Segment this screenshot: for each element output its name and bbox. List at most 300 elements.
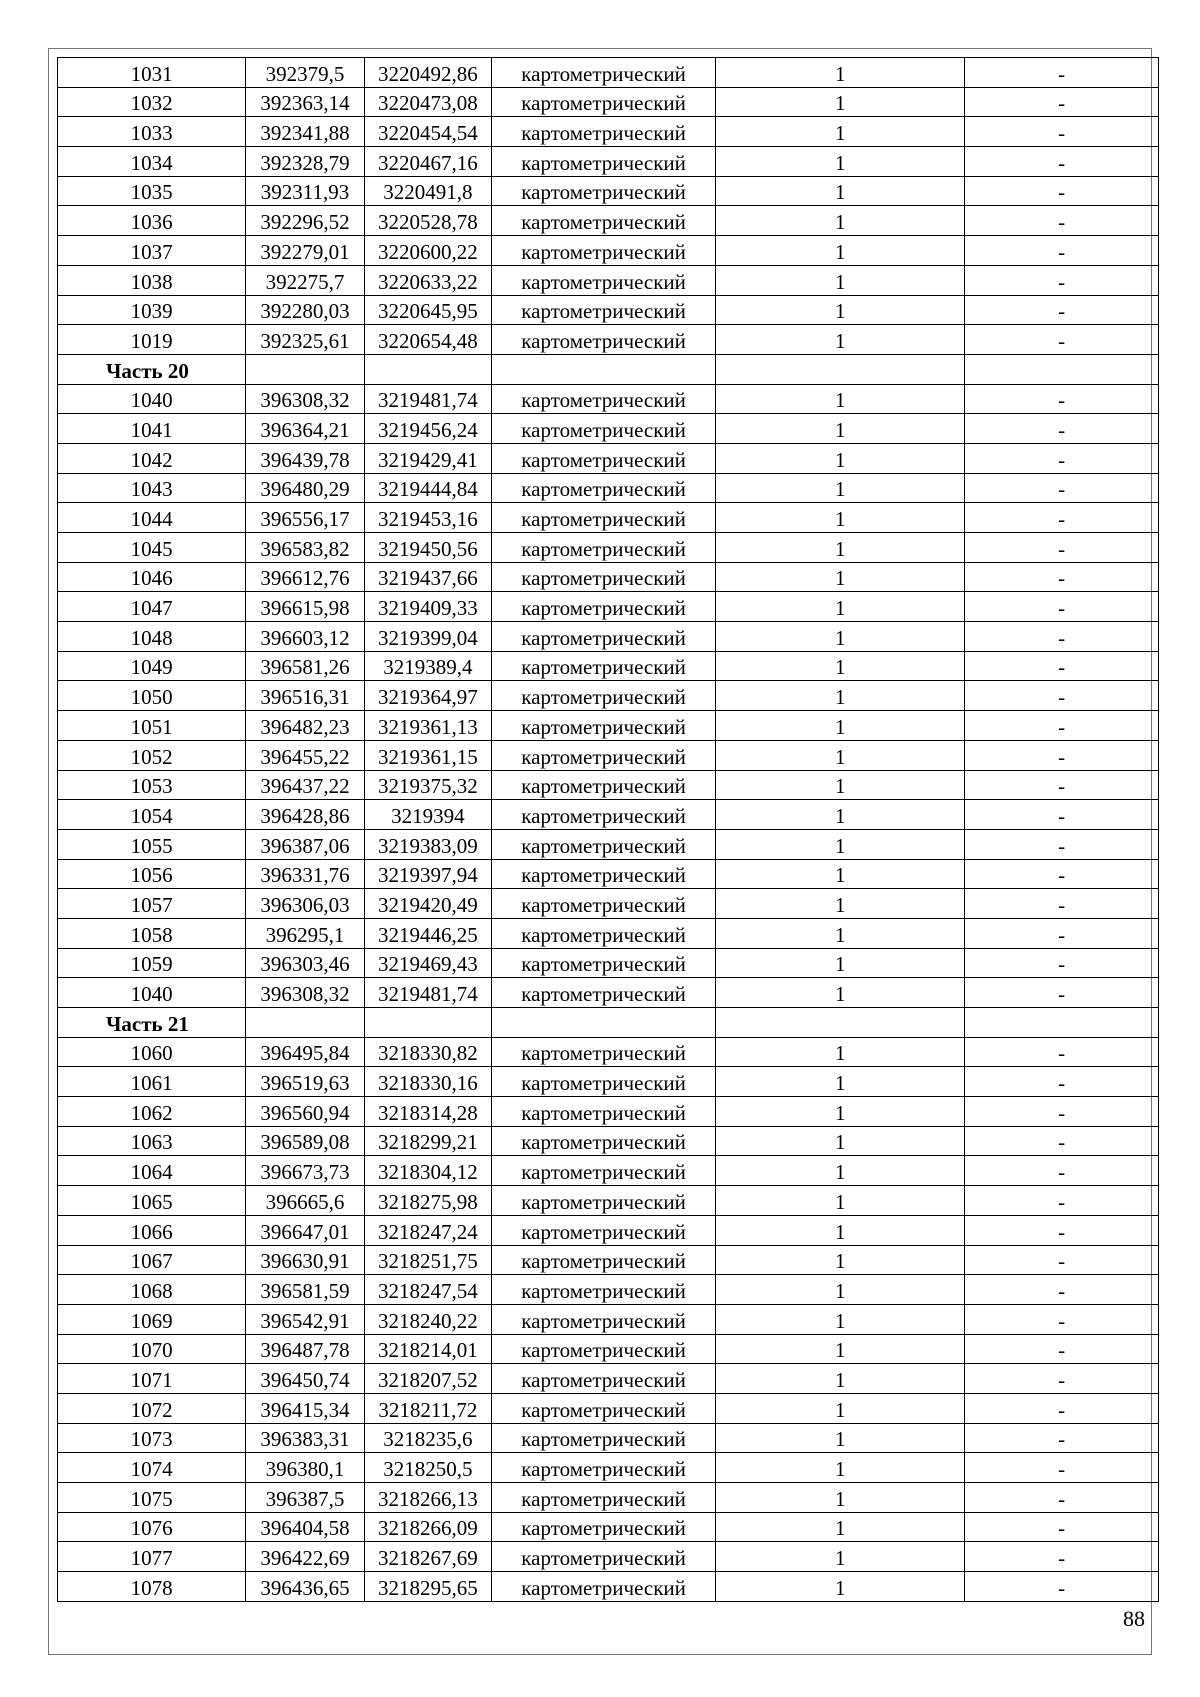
- coord-y: 3219420,49: [364, 889, 491, 919]
- accuracy-cell: 1: [716, 443, 965, 473]
- empty-cell: [364, 354, 491, 384]
- section-label: Часть 20: [58, 354, 246, 384]
- accuracy-cell: 1: [716, 533, 965, 563]
- point-number: 1061: [58, 1067, 246, 1097]
- table-row: [58, 295, 1159, 325]
- method-cell: картометрический: [492, 265, 716, 295]
- accuracy-cell: 1: [716, 1304, 965, 1334]
- accuracy-cell: 1: [716, 978, 965, 1008]
- coord-y: 3219409,33: [364, 592, 491, 622]
- note-cell: -: [965, 206, 1159, 236]
- coord-y: 3220473,08: [364, 87, 491, 117]
- coord-y: 3218267,69: [364, 1542, 491, 1572]
- table-row: [58, 592, 1159, 622]
- table-row: [58, 414, 1159, 444]
- coord-x: 396436,65: [246, 1572, 365, 1602]
- coord-x: 396612,76: [246, 562, 365, 592]
- coordinates-table-body: [58, 58, 1159, 1602]
- note-cell: -: [965, 918, 1159, 948]
- note-cell: -: [965, 562, 1159, 592]
- method-cell: картометрический: [492, 503, 716, 533]
- table-row: [58, 473, 1159, 503]
- point-number: 1048: [58, 622, 246, 652]
- coord-x: 396556,17: [246, 503, 365, 533]
- note-cell: -: [965, 1037, 1159, 1067]
- point-number: 1073: [58, 1423, 246, 1453]
- method-cell: картометрический: [492, 1512, 716, 1542]
- coord-x: 396380,1: [246, 1453, 365, 1483]
- note-cell: -: [965, 1215, 1159, 1245]
- coord-y: 3219361,15: [364, 740, 491, 770]
- coord-y: 3220492,86: [364, 58, 491, 88]
- method-cell: картометрический: [492, 1334, 716, 1364]
- coord-y: 3219481,74: [364, 384, 491, 414]
- table-row: [58, 1067, 1159, 1097]
- note-cell: -: [965, 859, 1159, 889]
- table-row: [58, 978, 1159, 1008]
- coord-y: 3219364,97: [364, 681, 491, 711]
- coord-y: 3218266,13: [364, 1483, 491, 1513]
- point-number: 1037: [58, 236, 246, 266]
- table-row: [58, 1245, 1159, 1275]
- table-row: [58, 859, 1159, 889]
- coord-y: 3218314,28: [364, 1097, 491, 1127]
- accuracy-cell: 1: [716, 681, 965, 711]
- method-cell: картометрический: [492, 295, 716, 325]
- table-row: [58, 384, 1159, 414]
- note-cell: -: [965, 800, 1159, 830]
- point-number: 1067: [58, 1245, 246, 1275]
- accuracy-cell: 1: [716, 622, 965, 652]
- note-cell: -: [965, 740, 1159, 770]
- accuracy-cell: 1: [716, 176, 965, 206]
- coord-x: 396428,86: [246, 800, 365, 830]
- method-cell: картометрический: [492, 1186, 716, 1216]
- note-cell: -: [965, 1186, 1159, 1216]
- method-cell: картометрический: [492, 592, 716, 622]
- note-cell: -: [965, 58, 1159, 88]
- note-cell: -: [965, 147, 1159, 177]
- table-row: [58, 889, 1159, 919]
- table-row: [58, 1512, 1159, 1542]
- accuracy-cell: 1: [716, 1453, 965, 1483]
- note-cell: -: [965, 117, 1159, 147]
- method-cell: картометрический: [492, 918, 716, 948]
- coord-x: 396647,01: [246, 1215, 365, 1245]
- accuracy-cell: 1: [716, 236, 965, 266]
- empty-cell: [965, 354, 1159, 384]
- note-cell: -: [965, 1097, 1159, 1127]
- coord-y: 3219397,94: [364, 859, 491, 889]
- point-number: 1071: [58, 1364, 246, 1394]
- table-row: [58, 562, 1159, 592]
- coord-y: 3220491,8: [364, 176, 491, 206]
- accuracy-cell: 1: [716, 384, 965, 414]
- method-cell: картометрический: [492, 1393, 716, 1423]
- point-number: 1046: [58, 562, 246, 592]
- coord-x: 396437,22: [246, 770, 365, 800]
- point-number: 1057: [58, 889, 246, 919]
- point-number: 1040: [58, 384, 246, 414]
- method-cell: картометрический: [492, 1245, 716, 1275]
- note-cell: -: [965, 1334, 1159, 1364]
- method-cell: картометрический: [492, 859, 716, 889]
- empty-cell: [364, 1008, 491, 1038]
- table-row: [58, 206, 1159, 236]
- method-cell: картометрический: [492, 740, 716, 770]
- accuracy-cell: 1: [716, 1275, 965, 1305]
- table-row: [58, 87, 1159, 117]
- method-cell: картометрический: [492, 1423, 716, 1453]
- accuracy-cell: 1: [716, 58, 965, 88]
- coord-x: 396450,74: [246, 1364, 365, 1394]
- coord-y: 3218235,6: [364, 1423, 491, 1453]
- accuracy-cell: 1: [716, 295, 965, 325]
- note-cell: -: [965, 1067, 1159, 1097]
- coord-y: 3218250,5: [364, 1453, 491, 1483]
- coord-x: 396422,69: [246, 1542, 365, 1572]
- coord-x: 396387,5: [246, 1483, 365, 1513]
- coord-x: 396364,21: [246, 414, 365, 444]
- accuracy-cell: 1: [716, 117, 965, 147]
- accuracy-cell: 1: [716, 800, 965, 830]
- method-cell: картометрический: [492, 533, 716, 563]
- point-number: 1033: [58, 117, 246, 147]
- accuracy-cell: 1: [716, 325, 965, 355]
- accuracy-cell: 1: [716, 592, 965, 622]
- method-cell: картометрический: [492, 443, 716, 473]
- empty-cell: [716, 354, 965, 384]
- table-row: [58, 1275, 1159, 1305]
- point-number: 1032: [58, 87, 246, 117]
- coord-y: 3218295,65: [364, 1572, 491, 1602]
- method-cell: картометрический: [492, 384, 716, 414]
- coord-x: 396383,31: [246, 1423, 365, 1453]
- table-row: [58, 1304, 1159, 1334]
- point-number: 1068: [58, 1275, 246, 1305]
- accuracy-cell: 1: [716, 473, 965, 503]
- coord-y: 3218214,01: [364, 1334, 491, 1364]
- empty-cell: [246, 1008, 365, 1038]
- coord-y: 3218275,98: [364, 1186, 491, 1216]
- method-cell: картометрический: [492, 1156, 716, 1186]
- table-row: [58, 918, 1159, 948]
- note-cell: -: [965, 1275, 1159, 1305]
- coord-y: 3219389,4: [364, 651, 491, 681]
- coord-y: 3219429,41: [364, 443, 491, 473]
- coord-x: 396630,91: [246, 1245, 365, 1275]
- coord-x: 396295,1: [246, 918, 365, 948]
- coord-y: 3220645,95: [364, 295, 491, 325]
- table-row: [58, 1542, 1159, 1572]
- point-number: 1062: [58, 1097, 246, 1127]
- coord-y: 3219444,84: [364, 473, 491, 503]
- table-row: [58, 1364, 1159, 1394]
- coord-y: 3218266,09: [364, 1512, 491, 1542]
- method-cell: картометрический: [492, 1126, 716, 1156]
- method-cell: картометрический: [492, 681, 716, 711]
- coord-y: 3219375,32: [364, 770, 491, 800]
- accuracy-cell: 1: [716, 948, 965, 978]
- point-number: 1031: [58, 58, 246, 88]
- coord-y: 3218247,24: [364, 1215, 491, 1245]
- accuracy-cell: 1: [716, 1572, 965, 1602]
- table-row: [58, 948, 1159, 978]
- method-cell: картометрический: [492, 117, 716, 147]
- table-row: [58, 236, 1159, 266]
- coord-x: 392363,14: [246, 87, 365, 117]
- note-cell: -: [965, 978, 1159, 1008]
- accuracy-cell: 1: [716, 206, 965, 236]
- note-cell: -: [965, 384, 1159, 414]
- coord-y: 3219383,09: [364, 829, 491, 859]
- table-row: [58, 176, 1159, 206]
- method-cell: картометрический: [492, 948, 716, 978]
- accuracy-cell: 1: [716, 1067, 965, 1097]
- point-number: 1044: [58, 503, 246, 533]
- table-row: [58, 800, 1159, 830]
- note-cell: -: [965, 443, 1159, 473]
- table-row: [58, 1423, 1159, 1453]
- accuracy-cell: 1: [716, 562, 965, 592]
- coord-y: 3219481,74: [364, 978, 491, 1008]
- coord-x: 396404,58: [246, 1512, 365, 1542]
- method-cell: картометрический: [492, 1483, 716, 1513]
- accuracy-cell: 1: [716, 711, 965, 741]
- accuracy-cell: 1: [716, 1245, 965, 1275]
- coord-x: 396673,73: [246, 1156, 365, 1186]
- table-row: [58, 622, 1159, 652]
- point-number: 1054: [58, 800, 246, 830]
- coord-x: 392379,5: [246, 58, 365, 88]
- note-cell: -: [965, 473, 1159, 503]
- table-row: [58, 1393, 1159, 1423]
- coord-x: 396482,23: [246, 711, 365, 741]
- section-label: Часть 21: [58, 1008, 246, 1038]
- point-number: 1056: [58, 859, 246, 889]
- coord-y: 3219394: [364, 800, 491, 830]
- table-row: [58, 1572, 1159, 1602]
- table-row: [58, 443, 1159, 473]
- note-cell: -: [965, 176, 1159, 206]
- accuracy-cell: 1: [716, 265, 965, 295]
- point-number: 1034: [58, 147, 246, 177]
- accuracy-cell: 1: [716, 1512, 965, 1542]
- method-cell: картометрический: [492, 978, 716, 1008]
- coord-y: 3219450,56: [364, 533, 491, 563]
- coord-x: 396487,78: [246, 1334, 365, 1364]
- table-row: [58, 58, 1159, 88]
- coord-y: 3220633,22: [364, 265, 491, 295]
- note-cell: -: [965, 622, 1159, 652]
- point-number: 1041: [58, 414, 246, 444]
- point-number: 1035: [58, 176, 246, 206]
- coord-x: 396306,03: [246, 889, 365, 919]
- coord-x: 396495,84: [246, 1037, 365, 1067]
- coord-x: 392279,01: [246, 236, 365, 266]
- coord-y: 3218304,12: [364, 1156, 491, 1186]
- table-row: [58, 740, 1159, 770]
- method-cell: картометрический: [492, 473, 716, 503]
- coord-x: 396615,98: [246, 592, 365, 622]
- note-cell: -: [965, 1156, 1159, 1186]
- method-cell: картометрический: [492, 206, 716, 236]
- method-cell: картометрический: [492, 147, 716, 177]
- point-number: 1075: [58, 1483, 246, 1513]
- point-number: 1043: [58, 473, 246, 503]
- table-row: [58, 1453, 1159, 1483]
- note-cell: -: [965, 1245, 1159, 1275]
- point-number: 1040: [58, 978, 246, 1008]
- point-number: 1072: [58, 1393, 246, 1423]
- method-cell: картометрический: [492, 1453, 716, 1483]
- method-cell: картометрический: [492, 1037, 716, 1067]
- coord-x: 396455,22: [246, 740, 365, 770]
- method-cell: картометрический: [492, 711, 716, 741]
- point-number: 1047: [58, 592, 246, 622]
- table-row: [58, 117, 1159, 147]
- coord-x: 396516,31: [246, 681, 365, 711]
- coord-y: 3219456,24: [364, 414, 491, 444]
- point-number: 1050: [58, 681, 246, 711]
- empty-cell: [965, 1008, 1159, 1038]
- coord-y: 3219469,43: [364, 948, 491, 978]
- point-number: 1059: [58, 948, 246, 978]
- method-cell: картометрический: [492, 236, 716, 266]
- coord-y: 3219446,25: [364, 918, 491, 948]
- coord-x: 392328,79: [246, 147, 365, 177]
- accuracy-cell: 1: [716, 1423, 965, 1453]
- point-number: 1076: [58, 1512, 246, 1542]
- empty-cell: [246, 354, 365, 384]
- coordinates-table: [57, 57, 1159, 1602]
- point-number: 1064: [58, 1156, 246, 1186]
- coord-y: 3218330,82: [364, 1037, 491, 1067]
- note-cell: -: [965, 948, 1159, 978]
- accuracy-cell: 1: [716, 1215, 965, 1245]
- coord-y: 3218211,72: [364, 1393, 491, 1423]
- coord-x: 396303,46: [246, 948, 365, 978]
- note-cell: -: [965, 265, 1159, 295]
- coord-y: 3218247,54: [364, 1275, 491, 1305]
- coord-x: 396331,76: [246, 859, 365, 889]
- note-cell: -: [965, 87, 1159, 117]
- note-cell: -: [965, 770, 1159, 800]
- section-row: [58, 1008, 1159, 1038]
- note-cell: -: [965, 1304, 1159, 1334]
- note-cell: -: [965, 295, 1159, 325]
- table-row: [58, 325, 1159, 355]
- coord-y: 3218240,22: [364, 1304, 491, 1334]
- method-cell: картометрический: [492, 1097, 716, 1127]
- table-row: [58, 1186, 1159, 1216]
- point-number: 1060: [58, 1037, 246, 1067]
- coord-x: 392280,03: [246, 295, 365, 325]
- note-cell: -: [965, 711, 1159, 741]
- note-cell: -: [965, 889, 1159, 919]
- accuracy-cell: 1: [716, 918, 965, 948]
- note-cell: -: [965, 829, 1159, 859]
- empty-cell: [492, 354, 716, 384]
- method-cell: картометрический: [492, 651, 716, 681]
- note-cell: -: [965, 1423, 1159, 1453]
- table-row: [58, 770, 1159, 800]
- coord-x: 396581,59: [246, 1275, 365, 1305]
- method-cell: картометрический: [492, 87, 716, 117]
- table-row: [58, 503, 1159, 533]
- coord-x: 396560,94: [246, 1097, 365, 1127]
- note-cell: -: [965, 1512, 1159, 1542]
- coord-x: 396415,34: [246, 1393, 365, 1423]
- table-row: [58, 1334, 1159, 1364]
- method-cell: картометрический: [492, 889, 716, 919]
- coord-y: 3220600,22: [364, 236, 491, 266]
- accuracy-cell: 1: [716, 1393, 965, 1423]
- method-cell: картометрический: [492, 1067, 716, 1097]
- coord-y: 3220454,54: [364, 117, 491, 147]
- note-cell: -: [965, 1364, 1159, 1394]
- point-number: 1066: [58, 1215, 246, 1245]
- table-row: [58, 1126, 1159, 1156]
- point-number: 1052: [58, 740, 246, 770]
- coord-x: 396387,06: [246, 829, 365, 859]
- coord-x: 396308,32: [246, 384, 365, 414]
- point-number: 1055: [58, 829, 246, 859]
- note-cell: -: [965, 1483, 1159, 1513]
- method-cell: картометрический: [492, 562, 716, 592]
- point-number: 1036: [58, 206, 246, 236]
- table-row: [58, 1483, 1159, 1513]
- accuracy-cell: 1: [716, 651, 965, 681]
- point-number: 1045: [58, 533, 246, 563]
- table-row: [58, 651, 1159, 681]
- coord-x: 396480,29: [246, 473, 365, 503]
- note-cell: -: [965, 325, 1159, 355]
- note-cell: -: [965, 651, 1159, 681]
- method-cell: картометрический: [492, 1304, 716, 1334]
- coord-y: 3219437,66: [364, 562, 491, 592]
- coord-x: 396519,63: [246, 1067, 365, 1097]
- note-cell: -: [965, 681, 1159, 711]
- point-number: 1078: [58, 1572, 246, 1602]
- note-cell: -: [965, 236, 1159, 266]
- coord-y: 3219453,16: [364, 503, 491, 533]
- coord-x: 396603,12: [246, 622, 365, 652]
- point-number: 1077: [58, 1542, 246, 1572]
- coord-x: 392296,52: [246, 206, 365, 236]
- accuracy-cell: 1: [716, 740, 965, 770]
- method-cell: картометрический: [492, 176, 716, 206]
- coord-x: 396581,26: [246, 651, 365, 681]
- method-cell: картометрический: [492, 1275, 716, 1305]
- page-number: 88: [1123, 1606, 1145, 1631]
- coord-y: 3219361,13: [364, 711, 491, 741]
- coord-y: 3218251,75: [364, 1245, 491, 1275]
- point-number: 1069: [58, 1304, 246, 1334]
- accuracy-cell: 1: [716, 1186, 965, 1216]
- table-row: [58, 1215, 1159, 1245]
- note-cell: -: [965, 1393, 1159, 1423]
- coord-x: 396665,6: [246, 1186, 365, 1216]
- section-row: [58, 354, 1159, 384]
- table-row: [58, 681, 1159, 711]
- point-number: 1042: [58, 443, 246, 473]
- method-cell: картометрический: [492, 622, 716, 652]
- accuracy-cell: 1: [716, 1126, 965, 1156]
- empty-cell: [716, 1008, 965, 1038]
- accuracy-cell: 1: [716, 770, 965, 800]
- table-row: [58, 533, 1159, 563]
